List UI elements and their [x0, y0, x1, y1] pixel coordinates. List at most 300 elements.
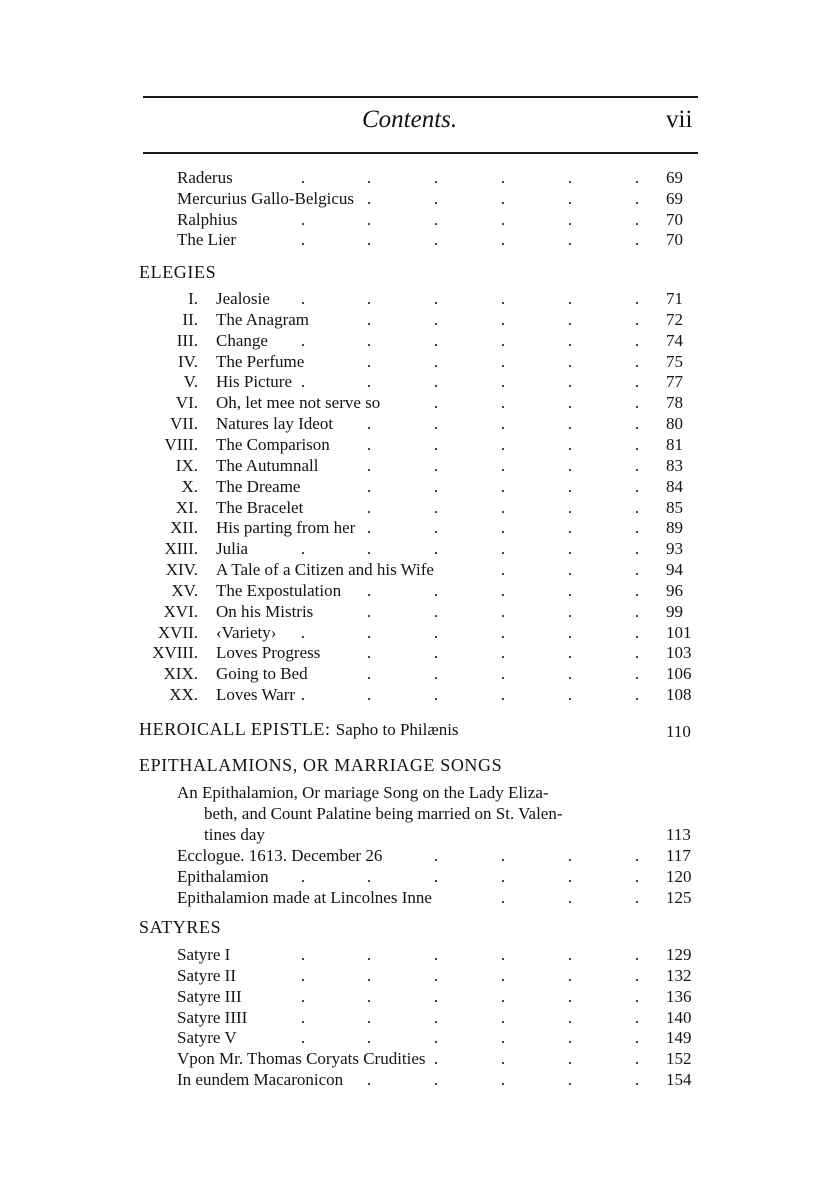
- entry-page-number: 99: [666, 601, 683, 621]
- toc-row: [0, 601, 840, 622]
- entry-page-number: 83: [666, 455, 683, 475]
- leader-dot: .: [634, 986, 640, 1006]
- leader-dot: .: [433, 168, 439, 187]
- toc-row: [0, 517, 840, 538]
- leader-dot: .: [500, 351, 506, 371]
- leader-dot: .: [433, 188, 439, 208]
- entry-title: Raderus: [177, 168, 233, 187]
- entry-title: Natures lay Ideot: [216, 414, 334, 434]
- leader-dot: .: [500, 209, 506, 229]
- entry-title: Loves Progress: [216, 643, 321, 663]
- page-title: Contents.: [362, 106, 458, 133]
- entry-page-number: 71: [666, 289, 683, 308]
- section-heading-satyres: SATYRES: [139, 917, 222, 937]
- entry-title: Satyre I: [177, 945, 231, 964]
- leader-dot: .: [433, 986, 439, 1006]
- leader-dot: .: [634, 580, 640, 600]
- leader-dot: .: [366, 580, 372, 600]
- leader-dot: .: [567, 539, 573, 559]
- leader-dot: .: [500, 965, 506, 985]
- leader-dot: .: [567, 414, 573, 434]
- leader-dot: .: [634, 372, 640, 392]
- leader-dot: .: [366, 168, 372, 187]
- entry-number: XIII.: [164, 539, 198, 559]
- entry-title: Vpon Mr. Thomas Coryats Crudities: [177, 1049, 426, 1069]
- entry-title: On his Mistris: [216, 601, 314, 621]
- leader-dot: .: [433, 1007, 439, 1027]
- section-heading-epithalamions: EPITHALAMIONS, OR MARRIAGE SONGS: [139, 755, 503, 775]
- toc-row: [0, 392, 840, 413]
- toc-row: [0, 622, 840, 643]
- leader-dot: .: [433, 455, 439, 475]
- leader-dot: .: [433, 518, 439, 538]
- epithalamion-first-line-2: beth, and Count Palatine being married on St. Valen-: [204, 804, 563, 823]
- toc-row: [0, 351, 840, 372]
- leader-dot: .: [366, 309, 372, 329]
- leader-dot: .: [634, 434, 640, 454]
- toc-row: [0, 986, 840, 1007]
- toc-row: [0, 887, 840, 908]
- leader-dot: .: [300, 622, 306, 642]
- leader-dot: .: [433, 393, 439, 413]
- leader-dot: .: [433, 209, 439, 229]
- leader-dot: .: [634, 351, 640, 371]
- leader-dot: .: [300, 289, 306, 308]
- entry-number: VII.: [170, 414, 198, 434]
- leader-dot: .: [300, 945, 306, 964]
- entry-title: The Bracelet: [216, 497, 304, 517]
- leader-dot: .: [366, 643, 372, 663]
- entry-page-number: 78: [666, 393, 683, 413]
- leader-dot: .: [567, 330, 573, 350]
- leader-dot: .: [634, 867, 640, 886]
- leader-dot: .: [567, 1007, 573, 1027]
- leader-dot: .: [567, 685, 573, 705]
- leader-dot: .: [634, 622, 640, 642]
- entry-title: Mercurius Gallo-Belgicus: [177, 188, 355, 208]
- leader-dot: .: [567, 622, 573, 642]
- toc-row: [0, 288, 840, 309]
- leader-dot: .: [567, 289, 573, 308]
- leader-dot: .: [500, 414, 506, 434]
- toc-row: [0, 1069, 840, 1090]
- leader-dot: .: [366, 372, 372, 392]
- entry-page-number: 72: [666, 309, 683, 329]
- entry-number: XIX.: [163, 664, 198, 684]
- leader-dot: .: [366, 497, 372, 517]
- leader-dot: .: [500, 309, 506, 329]
- leader-dot: .: [634, 168, 640, 187]
- toc-row: [0, 309, 840, 330]
- leader-dot: .: [433, 867, 439, 886]
- leader-dot: .: [366, 664, 372, 684]
- entry-title: Going to Bed: [216, 664, 308, 684]
- leader-dot: .: [366, 965, 372, 985]
- entry-page-number: 132: [666, 965, 692, 985]
- leader-dot: .: [567, 1049, 573, 1069]
- entry-number: XV.: [171, 580, 198, 600]
- leader-dot: .: [433, 476, 439, 496]
- leader-dot: .: [567, 372, 573, 392]
- leader-dot: .: [634, 497, 640, 517]
- leader-dot: .: [366, 685, 372, 705]
- entry-number: XI.: [175, 497, 198, 517]
- leader-dot: .: [567, 434, 573, 454]
- leader-dot: .: [634, 846, 640, 865]
- leader-dot: .: [500, 867, 506, 886]
- leader-dot: .: [500, 1028, 506, 1048]
- leader-dot: .: [567, 455, 573, 475]
- header-rule-bottom: [143, 152, 698, 154]
- leader-dot: .: [500, 330, 506, 350]
- leader-dot: .: [634, 643, 640, 663]
- leader-dot: .: [500, 455, 506, 475]
- leader-dot: .: [366, 351, 372, 371]
- leader-dot: .: [634, 560, 640, 580]
- leader-dot: .: [433, 414, 439, 434]
- leader-dot: .: [500, 168, 506, 187]
- leader-dot: .: [567, 1028, 573, 1048]
- leader-dot: .: [366, 476, 372, 496]
- leader-dot: .: [500, 580, 506, 600]
- entry-page-number: 69: [666, 188, 683, 208]
- epithalamion-first-page: 113: [666, 825, 691, 844]
- entry-number: XVIII.: [152, 643, 198, 663]
- entry-title: Satyre V: [177, 1028, 237, 1048]
- leader-dot: .: [500, 846, 506, 865]
- leader-dot: .: [300, 539, 306, 559]
- entry-title: His Picture: [216, 372, 293, 392]
- leader-dot: .: [433, 664, 439, 684]
- leader-dot: .: [366, 455, 372, 475]
- entry-title: Satyre III: [177, 986, 242, 1006]
- entry-page-number: 117: [666, 846, 691, 865]
- leader-dot: .: [433, 965, 439, 985]
- toc-row: [0, 965, 840, 986]
- leader-dot: .: [366, 188, 372, 208]
- leader-dot: .: [567, 664, 573, 684]
- leader-dot: .: [300, 168, 306, 187]
- entry-title: The Lier: [177, 230, 236, 250]
- heroicall-page: 110: [666, 722, 691, 741]
- entry-number: III.: [176, 330, 198, 350]
- entry-title: ‹Variety›: [216, 622, 277, 642]
- toc-row: [0, 209, 840, 230]
- entry-title: Oh, let mee not serve so: [216, 393, 381, 413]
- leader-dot: .: [567, 867, 573, 886]
- entry-page-number: 94: [666, 560, 683, 580]
- entry-page-number: 93: [666, 539, 683, 559]
- entry-title: The Perfume: [216, 351, 305, 371]
- leader-dot: .: [567, 888, 573, 907]
- section-heading-elegies: ELEGIES: [139, 262, 217, 282]
- entry-number: XX.: [169, 685, 198, 705]
- toc-row: [0, 330, 840, 351]
- epithalamion-first-line-1: An Epithalamion, Or mariage Song on the Lady Eliza-: [177, 783, 549, 802]
- leader-dot: .: [433, 1070, 439, 1090]
- leader-dot: .: [567, 945, 573, 964]
- leader-dot: .: [634, 1049, 640, 1069]
- toc-row: [0, 538, 840, 559]
- leader-dot: .: [634, 414, 640, 434]
- leader-dot: .: [567, 188, 573, 208]
- leader-dot: .: [433, 434, 439, 454]
- heroicall-heading: HEROICALL EPISTLE:: [139, 719, 331, 739]
- leader-dot: .: [567, 965, 573, 985]
- leader-dot: .: [500, 888, 506, 907]
- epithalamion-first-line-3: tines day: [204, 825, 265, 844]
- entry-page-number: 129: [666, 945, 692, 964]
- header-rule-top: [143, 96, 698, 98]
- toc-row: [0, 1007, 840, 1028]
- leader-dot: .: [366, 1028, 372, 1048]
- leader-dot: .: [366, 986, 372, 1006]
- toc-row: [0, 663, 840, 684]
- leader-dot: .: [567, 846, 573, 865]
- entry-number: IV.: [178, 351, 198, 371]
- leader-dot: .: [500, 622, 506, 642]
- leader-dot: .: [634, 455, 640, 475]
- leader-dot: .: [300, 965, 306, 985]
- entry-page-number: 125: [666, 888, 692, 907]
- leader-dot: .: [634, 393, 640, 413]
- entry-page-number: 89: [666, 518, 683, 538]
- toc-row: [0, 580, 840, 601]
- toc-row: [0, 371, 840, 392]
- leader-dot: .: [634, 476, 640, 496]
- leader-dot: .: [366, 1070, 372, 1090]
- heroicall-title: Sapho to Philænis: [335, 720, 459, 739]
- toc-row: [0, 167, 840, 188]
- leader-dot: .: [567, 986, 573, 1006]
- toc-row: [0, 845, 840, 866]
- leader-dot: .: [567, 230, 573, 250]
- leader-dot: .: [500, 1070, 506, 1090]
- leader-dot: .: [366, 539, 372, 559]
- leader-dot: .: [634, 230, 640, 250]
- leader-dot: .: [366, 209, 372, 229]
- entry-page-number: 154: [666, 1070, 692, 1090]
- toc-row: [0, 559, 840, 580]
- entry-number: I.: [188, 289, 198, 308]
- leader-dot: .: [300, 372, 306, 392]
- entry-number: II.: [182, 309, 198, 329]
- leader-dot: .: [366, 414, 372, 434]
- leader-dot: .: [433, 309, 439, 329]
- entry-page-number: 106: [666, 664, 692, 684]
- entry-page-number: 101: [666, 622, 692, 642]
- leader-dot: .: [366, 518, 372, 538]
- entry-title: The Comparison: [216, 434, 330, 454]
- leader-dot: .: [567, 209, 573, 229]
- leader-dot: .: [500, 434, 506, 454]
- leader-dot: .: [567, 476, 573, 496]
- leader-dot: .: [433, 351, 439, 371]
- entry-number: XVI.: [163, 601, 198, 621]
- leader-dot: .: [500, 601, 506, 621]
- leader-dot: .: [567, 1070, 573, 1090]
- leader-dot: .: [366, 601, 372, 621]
- leader-dot: .: [433, 601, 439, 621]
- entry-title: A Tale of a Citizen and his Wife: [216, 560, 434, 580]
- leader-dot: .: [300, 986, 306, 1006]
- leader-dot: .: [433, 230, 439, 250]
- leader-dot: .: [567, 351, 573, 371]
- leader-dot: .: [433, 289, 439, 308]
- leader-dot: .: [300, 209, 306, 229]
- leader-dot: .: [433, 846, 439, 865]
- leader-dot: .: [634, 209, 640, 229]
- entry-page-number: 136: [666, 986, 692, 1006]
- leader-dot: .: [500, 1007, 506, 1027]
- leader-dot: .: [634, 945, 640, 964]
- entry-number: X.: [181, 476, 198, 496]
- leader-dot: .: [634, 518, 640, 538]
- leader-dot: .: [433, 539, 439, 559]
- leader-dot: .: [567, 643, 573, 663]
- entry-title: His parting from her: [216, 518, 356, 538]
- entry-title: Julia: [216, 539, 249, 559]
- entry-number: XVII.: [157, 622, 198, 642]
- entry-page-number: 108: [666, 685, 692, 705]
- leader-dot: .: [366, 1007, 372, 1027]
- entry-page-number: 103: [666, 643, 692, 663]
- leader-dot: .: [433, 330, 439, 350]
- leader-dot: .: [500, 643, 506, 663]
- entry-title: Satyre IIII: [177, 1007, 248, 1027]
- leader-dot: .: [500, 289, 506, 308]
- leader-dot: .: [300, 330, 306, 350]
- entry-page-number: 70: [666, 209, 683, 229]
- leader-dot: .: [500, 518, 506, 538]
- entry-number: V.: [183, 372, 198, 392]
- leader-dot: .: [500, 560, 506, 580]
- entry-title: Epithalamion made at Lincolnes Inne: [177, 888, 432, 907]
- leader-dot: .: [366, 230, 372, 250]
- entry-number: XII.: [170, 518, 198, 538]
- leader-dot: .: [366, 289, 372, 308]
- leader-dot: .: [500, 685, 506, 705]
- entry-page-number: 81: [666, 434, 683, 454]
- toc-row: [0, 455, 840, 476]
- leader-dot: .: [634, 664, 640, 684]
- leader-dot: .: [500, 945, 506, 964]
- leader-dot: .: [433, 945, 439, 964]
- leader-dot: .: [634, 601, 640, 621]
- leader-dot: .: [567, 560, 573, 580]
- leader-dot: .: [366, 622, 372, 642]
- leader-dot: .: [366, 434, 372, 454]
- entry-page-number: 85: [666, 497, 683, 517]
- entry-page-number: 77: [666, 372, 683, 392]
- leader-dot: .: [634, 685, 640, 705]
- leader-dot: .: [300, 867, 306, 886]
- leader-dot: .: [433, 643, 439, 663]
- epithalamion-first-line-3-row: [0, 824, 840, 845]
- toc-row: [0, 229, 840, 250]
- leader-dot: .: [300, 1028, 306, 1048]
- page-numeral: vii: [666, 106, 693, 133]
- leader-dot: .: [433, 1049, 439, 1069]
- toc-row: [0, 684, 840, 705]
- leader-dot: .: [567, 601, 573, 621]
- toc-row: [0, 866, 840, 887]
- leader-dot: .: [500, 664, 506, 684]
- entry-title: Change: [216, 330, 268, 350]
- entry-page-number: 74: [666, 330, 683, 350]
- leader-dot: .: [634, 1007, 640, 1027]
- entry-page-number: 152: [666, 1049, 692, 1069]
- leader-dot: .: [634, 289, 640, 308]
- leader-dot: .: [567, 497, 573, 517]
- entry-title: The Dreame: [216, 476, 301, 496]
- entry-title: The Expostulation: [216, 580, 342, 600]
- leader-dot: .: [567, 518, 573, 538]
- leader-dot: .: [433, 580, 439, 600]
- toc-row: [0, 413, 840, 434]
- leader-dot: .: [500, 497, 506, 517]
- leader-dot: .: [433, 497, 439, 517]
- leader-dot: .: [433, 372, 439, 392]
- leader-dot: .: [500, 539, 506, 559]
- leader-dot: .: [634, 330, 640, 350]
- entry-number: IX.: [175, 455, 198, 475]
- leader-dot: .: [366, 867, 372, 886]
- leader-dot: .: [567, 393, 573, 413]
- toc-row: [0, 1048, 840, 1069]
- leader-dot: .: [500, 230, 506, 250]
- leader-dot: .: [634, 188, 640, 208]
- leader-dot: .: [634, 965, 640, 985]
- entry-page-number: 140: [666, 1007, 692, 1027]
- toc-row: [0, 497, 840, 518]
- leader-dot: .: [634, 1070, 640, 1090]
- toc-row: [0, 642, 840, 663]
- entry-title: The Anagram: [216, 309, 309, 329]
- leader-dot: .: [366, 330, 372, 350]
- leader-dot: .: [634, 539, 640, 559]
- leader-dot: .: [567, 168, 573, 187]
- toc-row: [0, 944, 840, 965]
- toc-row: [0, 434, 840, 455]
- toc-row: [0, 476, 840, 497]
- leader-dot: .: [433, 622, 439, 642]
- entry-title: Epithalamion: [177, 867, 269, 886]
- entry-title: Jealosie: [216, 289, 270, 308]
- entry-title: Loves Warr: [216, 685, 296, 705]
- leader-dot: .: [500, 476, 506, 496]
- leader-dot: .: [634, 1028, 640, 1048]
- heroicall-page-row: [0, 721, 840, 742]
- leader-dot: .: [433, 1028, 439, 1048]
- entry-page-number: 120: [666, 867, 692, 886]
- entry-title: Ecclogue. 1613. December 26: [177, 846, 383, 865]
- entry-number: XIV.: [165, 560, 198, 580]
- leader-dot: .: [567, 309, 573, 329]
- leader-dot: .: [500, 372, 506, 392]
- entry-title: The Autumnall: [216, 455, 319, 475]
- entry-page-number: 96: [666, 580, 683, 600]
- entry-number: VIII.: [164, 434, 198, 454]
- leader-dot: .: [500, 1049, 506, 1069]
- leader-dot: .: [500, 393, 506, 413]
- leader-dot: .: [500, 986, 506, 1006]
- toc-row: [0, 188, 840, 209]
- leader-dot: .: [300, 685, 306, 705]
- leader-dot: .: [500, 188, 506, 208]
- leader-dot: .: [300, 230, 306, 250]
- entry-title: Ralphius: [177, 209, 238, 229]
